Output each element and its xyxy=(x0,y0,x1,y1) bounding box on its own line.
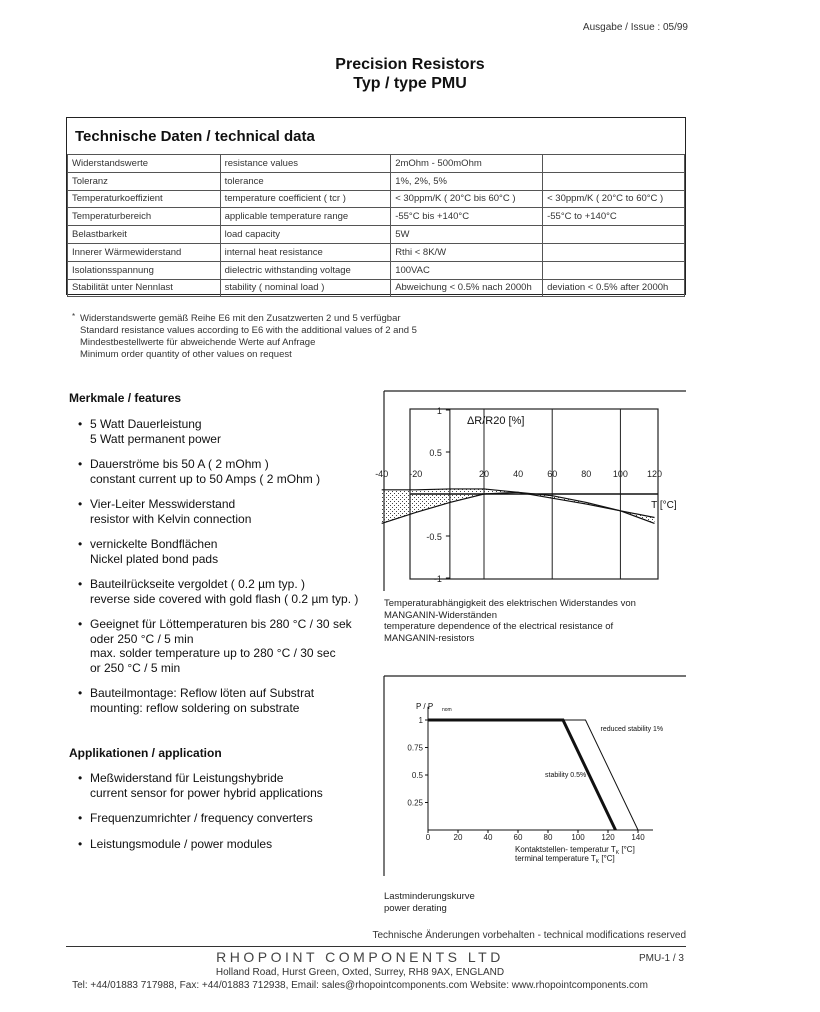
x-tick-label: -20 xyxy=(409,469,423,479)
x-tick-label: 80 xyxy=(543,833,553,842)
tech-data-heading: Technische Daten / technical data xyxy=(75,128,315,145)
x-tick-label: 20 xyxy=(478,469,490,479)
list-item-line: • Leistungsmodule / power modules xyxy=(90,836,273,851)
footnote-line: Widerstandswerte gemäß Reihe E6 mit den Zusatzwerten 2 und 5 verfügbar xyxy=(80,313,401,324)
tech-cell-value-alt xyxy=(543,172,685,190)
tech-row xyxy=(68,226,685,244)
tech-cell-label-de: Temperaturkoeffizient xyxy=(68,190,221,208)
applications-list xyxy=(78,771,323,862)
list-item-line: • 5 Watt Dauerleistung xyxy=(90,417,202,431)
tech-cell-label-en: internal heat resistance xyxy=(220,243,391,261)
x-axis-label-en-text: terminal temperature T xyxy=(515,854,596,863)
x-axis-label-en xyxy=(515,854,615,865)
derating-chart-svg xyxy=(384,676,686,876)
x-axis-label-de-subscript: K xyxy=(615,850,620,856)
company-contact: Tel: +44/01883 717988, Fax: +44/01883 712938, Email: sales@rhopointcomponents.com Website: www.rhopointcomponents.com xyxy=(72,980,648,991)
list-item xyxy=(78,497,358,526)
list-item xyxy=(78,686,358,715)
derating-chart-caption xyxy=(384,891,686,914)
tech-cell-label-en: applicable temperature range xyxy=(220,208,391,226)
temperature-chart xyxy=(375,391,686,644)
caption-line: temperature dependence of the electrical resistance of xyxy=(384,621,614,632)
tech-cell-label-de: Widerstandswerte xyxy=(68,155,221,173)
list-item-line: mounting: reflow soldering on substrate xyxy=(90,700,300,715)
page-title xyxy=(0,55,820,93)
list-item-line: • Dauerströme bis 50 A ( 2 mOhm ) xyxy=(90,457,269,471)
tech-cell-value-alt xyxy=(543,261,685,279)
list-item-line: resistor with Kelvin connection xyxy=(90,511,252,526)
tech-row xyxy=(68,208,685,226)
y-tick-label: 0.75 xyxy=(407,743,423,753)
x-tick-label: 120 xyxy=(601,833,615,842)
list-item xyxy=(78,537,358,566)
list-item-line: oder 250 °C / 5 min xyxy=(90,631,194,646)
x-axis-label: T [°C] xyxy=(651,500,677,511)
list-item xyxy=(78,457,358,486)
x-tick-label: 100 xyxy=(571,833,585,842)
list-item xyxy=(78,617,358,675)
tech-cell-value: 5W xyxy=(391,226,543,244)
x-tick-label: 80 xyxy=(581,469,592,479)
tech-cell-value-alt xyxy=(543,243,685,261)
series-line-stability xyxy=(428,720,616,830)
tech-cell-label-en: dielectric withstanding voltage xyxy=(220,261,391,279)
list-item-line: • Bauteilrückseite vergoldet ( 0.2 µm typ. ) xyxy=(90,577,306,591)
annotation-reduced: reduced stability 1% xyxy=(600,726,664,733)
derating-chart xyxy=(384,676,686,914)
tech-cell-value-alt: < 30ppm/K ( 20°C to 60°C ) xyxy=(543,190,685,208)
caption-line: Temperaturabhängigkeit des elektrischen Widerstandes von xyxy=(384,598,636,609)
company-name: RHOPOINT COMPONENTS LTD xyxy=(216,949,504,965)
y-tick-label: 1 xyxy=(436,406,442,416)
footnote-line: Standard resistance values according to E6 with the additional values of 2 and 5 xyxy=(80,325,417,336)
list-item-line: • Meßwiderstand für Leistungshybride xyxy=(90,771,284,785)
tech-cell-label-en: load capacity xyxy=(220,226,391,244)
tech-cell-label-de: Innerer Wärmewiderstand xyxy=(68,243,221,261)
chart-title-subscript: nom xyxy=(442,706,452,713)
list-item-line: current sensor for power hybrid applications xyxy=(90,785,323,800)
y-tick-label: -0.5 xyxy=(426,532,442,542)
tech-cell-value: Rthi < 8K/W xyxy=(391,243,543,261)
x-axis-label-de-text: Kontaktstellen- temperatur T xyxy=(515,845,616,854)
tech-cell-value: < 30ppm/K ( 20°C bis 60°C ) xyxy=(391,190,543,208)
chart-title: ΔR/R20 [%] xyxy=(466,415,525,427)
x-axis-label-en-unit: [°C] xyxy=(599,854,615,863)
page-number: PMU-1 / 3 xyxy=(638,953,684,964)
tech-cell-value: 100VAC xyxy=(391,261,543,279)
temperature-chart-svg xyxy=(375,391,686,591)
footnotes xyxy=(72,312,417,361)
x-tick-label: 40 xyxy=(483,833,493,842)
list-item-line: • Geeignet für Löttemperaturen bis 280 °C / 30 sek xyxy=(90,617,352,631)
footnote-line: Mindestbestellwerte für abweichende Werte auf Anfrage xyxy=(80,337,316,348)
issue-date: Ausgabe / Issue : 05/99 xyxy=(582,22,688,33)
list-item xyxy=(78,811,323,826)
x-tick-label: 120 xyxy=(647,469,663,479)
footnote-star: * xyxy=(72,312,76,321)
list-item-line: 5 Watt permanent power xyxy=(90,431,221,446)
tech-cell-label-de: Stabilität unter Nennlast xyxy=(68,279,221,297)
tech-cell-label-de: Isolationsspannung xyxy=(68,261,221,279)
list-item-line: reverse side covered with gold flash ( 0.2 µm typ. ) xyxy=(90,591,359,606)
company-address: Holland Road, Hurst Green, Oxted, Surrey, RH8 9AX, ENGLAND xyxy=(215,967,505,978)
title-line-1: Precision Resistors xyxy=(335,56,485,73)
list-item-line: • Vier-Leiter Messwiderstand xyxy=(90,497,236,511)
x-tick-label: 0 xyxy=(425,833,431,842)
list-item-line: max. solder temperature up to 280 °C / 30 sec xyxy=(90,646,336,660)
tech-cell-label-en: temperature coefficient ( tcr ) xyxy=(220,190,391,208)
list-item xyxy=(78,771,323,800)
tech-row xyxy=(68,279,685,297)
tech-cell-label-en: tolerance xyxy=(220,172,391,190)
tech-data-box xyxy=(66,117,686,295)
x-axis-label-en-subscript: K xyxy=(595,859,600,865)
tech-cell-label-en: resistance values xyxy=(220,155,391,173)
y-tick-label: -1 xyxy=(433,574,442,584)
tech-row xyxy=(68,243,685,261)
tech-cell-value-alt: -55°C to +140°C xyxy=(543,208,685,226)
features-heading: Merkmale / features xyxy=(69,391,182,405)
x-tick-label: -40 xyxy=(375,469,389,479)
list-item xyxy=(78,837,323,852)
tech-cell-label-de: Belastbarkeit xyxy=(68,226,221,244)
tech-cell-value: -55°C bis +140°C xyxy=(391,208,543,226)
tech-cell-label-de: Temperaturbereich xyxy=(68,208,221,226)
temperature-chart-caption xyxy=(384,598,686,644)
x-axis-label-de-unit: [°C] xyxy=(619,845,635,854)
caption-line: MANGANIN-resistors xyxy=(384,632,475,644)
tech-cell-label-de: Toleranz xyxy=(68,172,221,190)
tech-row xyxy=(68,261,685,279)
list-item-line: • Frequenzumrichter / frequency converters xyxy=(90,811,313,825)
y-tick-label: 0.5 xyxy=(429,448,442,458)
tech-row xyxy=(68,172,685,190)
caption-line: power derating xyxy=(384,902,447,914)
list-item xyxy=(78,417,358,446)
y-tick-label: 0.5 xyxy=(411,771,423,780)
tech-cell-value-alt xyxy=(543,226,685,244)
list-item-line: • Bauteilmontage: Reflow löten auf Substrat xyxy=(90,686,315,700)
tech-cell-value: Abweichung < 0.5% nach 2000h xyxy=(391,279,543,297)
x-tick-label: 20 xyxy=(453,833,463,842)
applications-heading: Applikationen / application xyxy=(69,746,222,760)
x-tick-label: 60 xyxy=(513,833,523,842)
footer-divider xyxy=(66,946,686,947)
x-tick-label: 60 xyxy=(547,469,558,479)
tech-row xyxy=(68,190,685,208)
features-list xyxy=(78,417,358,726)
tech-data-table xyxy=(67,154,685,297)
list-item-line: • vernickelte Bondflächen xyxy=(90,537,218,551)
tech-cell-value-alt xyxy=(543,155,685,173)
tech-cell-value-alt: deviation < 0.5% after 2000h xyxy=(543,279,685,297)
list-item xyxy=(78,577,358,606)
tech-cell-value: 2mOhm - 500mOhm xyxy=(391,155,543,173)
tech-cell-label-en: stability ( nominal load ) xyxy=(220,279,391,297)
footnote-line: Minimum order quantity of other values on request xyxy=(80,349,292,360)
x-tick-label: 40 xyxy=(513,469,524,479)
list-item-line: or 250 °C / 5 min xyxy=(90,660,181,675)
y-tick-label: 0.25 xyxy=(407,798,423,808)
x-tick-label: 100 xyxy=(612,469,628,479)
list-item-line: constant current up to 50 Amps ( 2 mOhm ) xyxy=(90,471,321,486)
list-item-line: Nickel plated bond pads xyxy=(90,551,219,566)
caption-line: Lastminderungskurve xyxy=(384,891,475,902)
chart-title: P / P xyxy=(416,701,434,711)
y-tick-label: 1 xyxy=(418,716,423,725)
caption-line: MANGANIN-Widerständen xyxy=(384,609,497,621)
tech-cell-value: 1%, 2%, 5% xyxy=(391,172,543,190)
x-tick-label: 140 xyxy=(631,833,645,842)
title-line-2: Typ / type PMU xyxy=(353,75,467,92)
footer-notice: Technische Änderungen vorbehalten - technical modifications reserved xyxy=(372,930,686,941)
tech-row xyxy=(68,155,685,173)
annotation-stability: stability 0.5% xyxy=(545,772,587,779)
